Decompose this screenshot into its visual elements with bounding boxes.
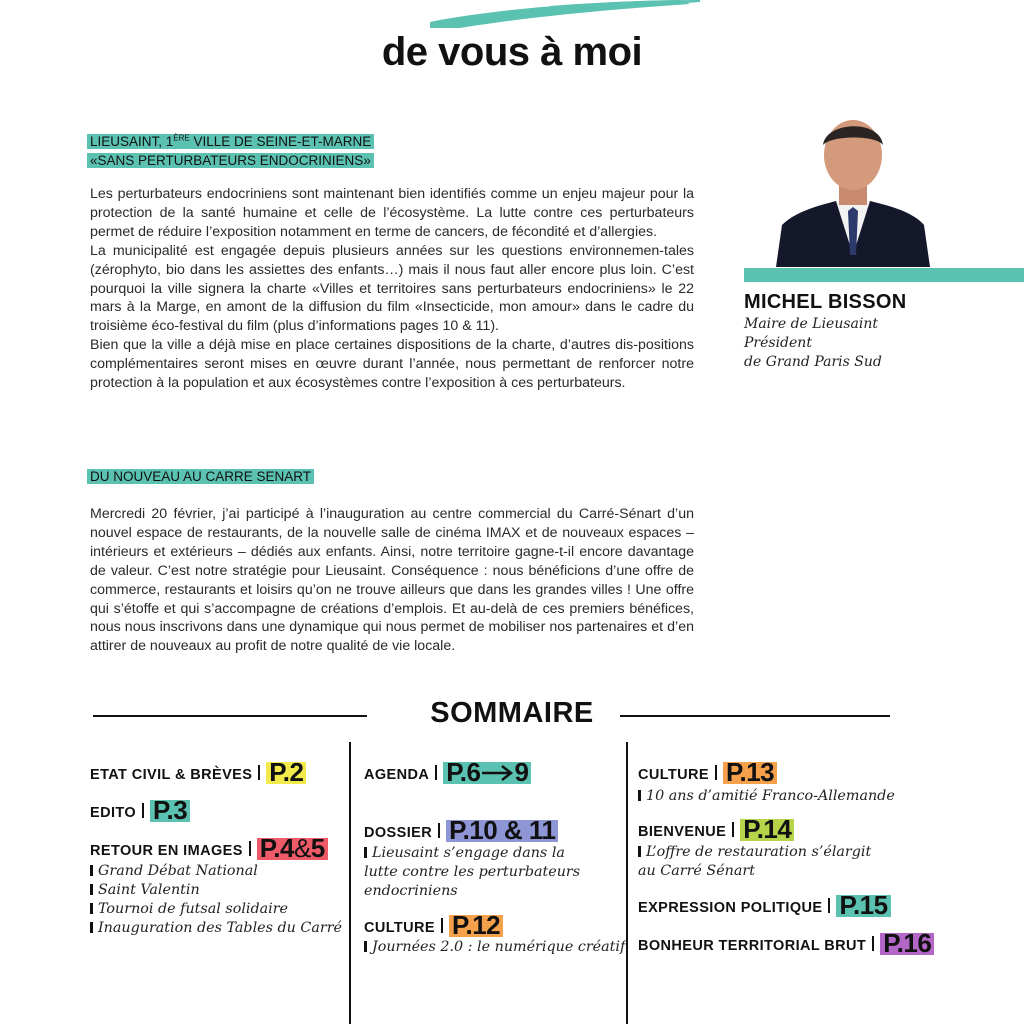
section-title-highlight: DU NOUVEAU AU CARRE SENART (87, 469, 314, 484)
toc-entry-agenda[interactable]: AGENDA P.6 9 (364, 762, 531, 784)
toc-culture13-desc: 10 ans d’amitié Franco-Allemande (638, 787, 895, 806)
page-badge: P.12 (449, 915, 503, 937)
toc-sub-list (90, 862, 342, 938)
paragraph: La municipalité est engagée depuis plusieurs années sur les questions environnemen-tales (zérophyto, bio dans les assiettes des enfants…) mais il nous faut aller encore plus loin. C’est pourquoi la ville signera la charte «Villes et territoires sans perturbateurs endocriniens» le 22 mars à la Marge, en amont de la diffusion du film «Insecticide, mon amour» dans le cadre du troisième éco-festival du film (plus d’informations pages 10 & 11). (90, 242, 694, 335)
section-title-carre-senart (87, 467, 707, 486)
toc-entry-culture-12[interactable]: CULTURE P.12 (364, 915, 503, 937)
paragraph: Mercredi 20 février, j’ai participé à l’inauguration au centre commercial du Carré-Sénart d’un nouvel espace de restaurants, de la nouvelle salle de cinéma IMAX et de nouveaux espaces – intérieurs et extérieurs – dédiés aux enfants. Ainsi, notre territoire gagne-t-il encore davantage de valeur. C’est notre stratégie pour Lieusaint. Conséquence : nous bénéficions d’une offre de commerce, restaurants et loisirs qu’on ne trouve ailleurs que dans les grandes villes ! Une offre qui s’étoffe et qui s’accompagne de créations d’emplois. Et au-delà de ces premiers bénéfices, nous nous inscrivons dans une dynamique qui nous permet de mobiliser nos partenaires et d’en attirer de nouveaux au profit de notre qualité de vie locale. (90, 506, 694, 655)
teal-brush-stroke (400, 0, 700, 30)
sommaire-title: SOMMAIRE (430, 697, 594, 729)
page-badge: P.13 (723, 762, 777, 784)
page-title: de vous à moi (381, 30, 643, 74)
author-role: Maire de Lieusaint (744, 316, 879, 332)
toc-culture-desc: Journées 2.0 : le numérique créatif (364, 938, 625, 957)
editorial-text-1 (90, 185, 694, 393)
page-badge: P.16 (880, 933, 934, 955)
section-title-highlight: LIEUSAINT, 1ÈRE VILLE DE SEINE-ET-MARNE (87, 134, 374, 149)
author-role: Président (744, 335, 812, 351)
toc-entry-culture-13[interactable]: CULTURE P.13 (638, 762, 777, 784)
toc-entry-dossier[interactable]: DOSSIER P.10 & 11 (364, 820, 558, 842)
paragraph: Bien que la ville a déjà mise en place certaines dispositions de la charte, d’autres dis-positions complémentaires seront mises en œuvre durant l’année, nous permettant de renforcer notre protection à la population et aux écosystèmes contre l’exposition à ces perturbateurs. (90, 337, 694, 392)
toc-entry-expression[interactable]: EXPRESSION POLITIQUE P.15 (638, 895, 891, 917)
toc-sub-item: Grand Débat National (90, 862, 342, 881)
arrow-right-icon (480, 764, 514, 782)
section-title-endocrine (87, 128, 707, 170)
toc-bienvenue-desc: L’offre de restauration s’élargit au Carré Sénart (638, 844, 872, 879)
page-badge: P.15 (836, 895, 890, 917)
toc-sub-item: Inauguration des Tables du Carré (90, 919, 342, 938)
toc-dossier-desc: Lieusaint s’engage dans la lutte contre les perturbateurs endocriniens (364, 845, 581, 899)
page-badge: P.3 (150, 800, 190, 822)
page-badge: P.6 9 (443, 762, 531, 784)
column-divider (349, 742, 351, 1024)
section-title-highlight-line2: «SANS PERTURBATEURS ENDOCRINIENS» (87, 153, 374, 168)
toc-entry-edito[interactable]: EDITO P.3 (90, 800, 190, 822)
author-role: de Grand Paris Sud (744, 354, 882, 370)
column-divider (626, 742, 628, 1024)
page-badge: P.2 (266, 762, 306, 784)
author-name: MICHEL BISSON (744, 291, 907, 313)
editorial-text-2 (90, 505, 694, 656)
toc-entry-etat-civil[interactable]: ETAT CIVIL & BRÈVES P.2 (90, 762, 306, 784)
toc-sub-item: Tournoi de futsal solidaire (90, 900, 342, 919)
toc-sub-item: Saint Valentin (90, 881, 342, 900)
toc-entry-bonheur[interactable]: BONHEUR TERRITORIAL BRUT P.16 (638, 933, 934, 955)
page-badge: P.4&5 (257, 838, 328, 860)
page-badge: P.14 (740, 819, 794, 841)
paragraph: Les perturbateurs endocriniens sont maintenant bien identifiés comme un enjeu majeur pour la protection de la santé humaine et celle de l’écosystème. La lutte contre ces perturbateurs permet de réduire l’exposition notamment en terme de cancers, de fécondité et d’allergies. (90, 186, 694, 240)
mayor-portrait (776, 115, 930, 267)
page-badge: P.10 & 11 (446, 820, 558, 842)
toc-entry-retour-images[interactable]: RETOUR EN IMAGES P.4&5 (90, 838, 328, 860)
toc-entry-bienvenue[interactable]: BIENVENUE P.14 (638, 819, 794, 841)
author-teal-bar (744, 268, 1024, 282)
